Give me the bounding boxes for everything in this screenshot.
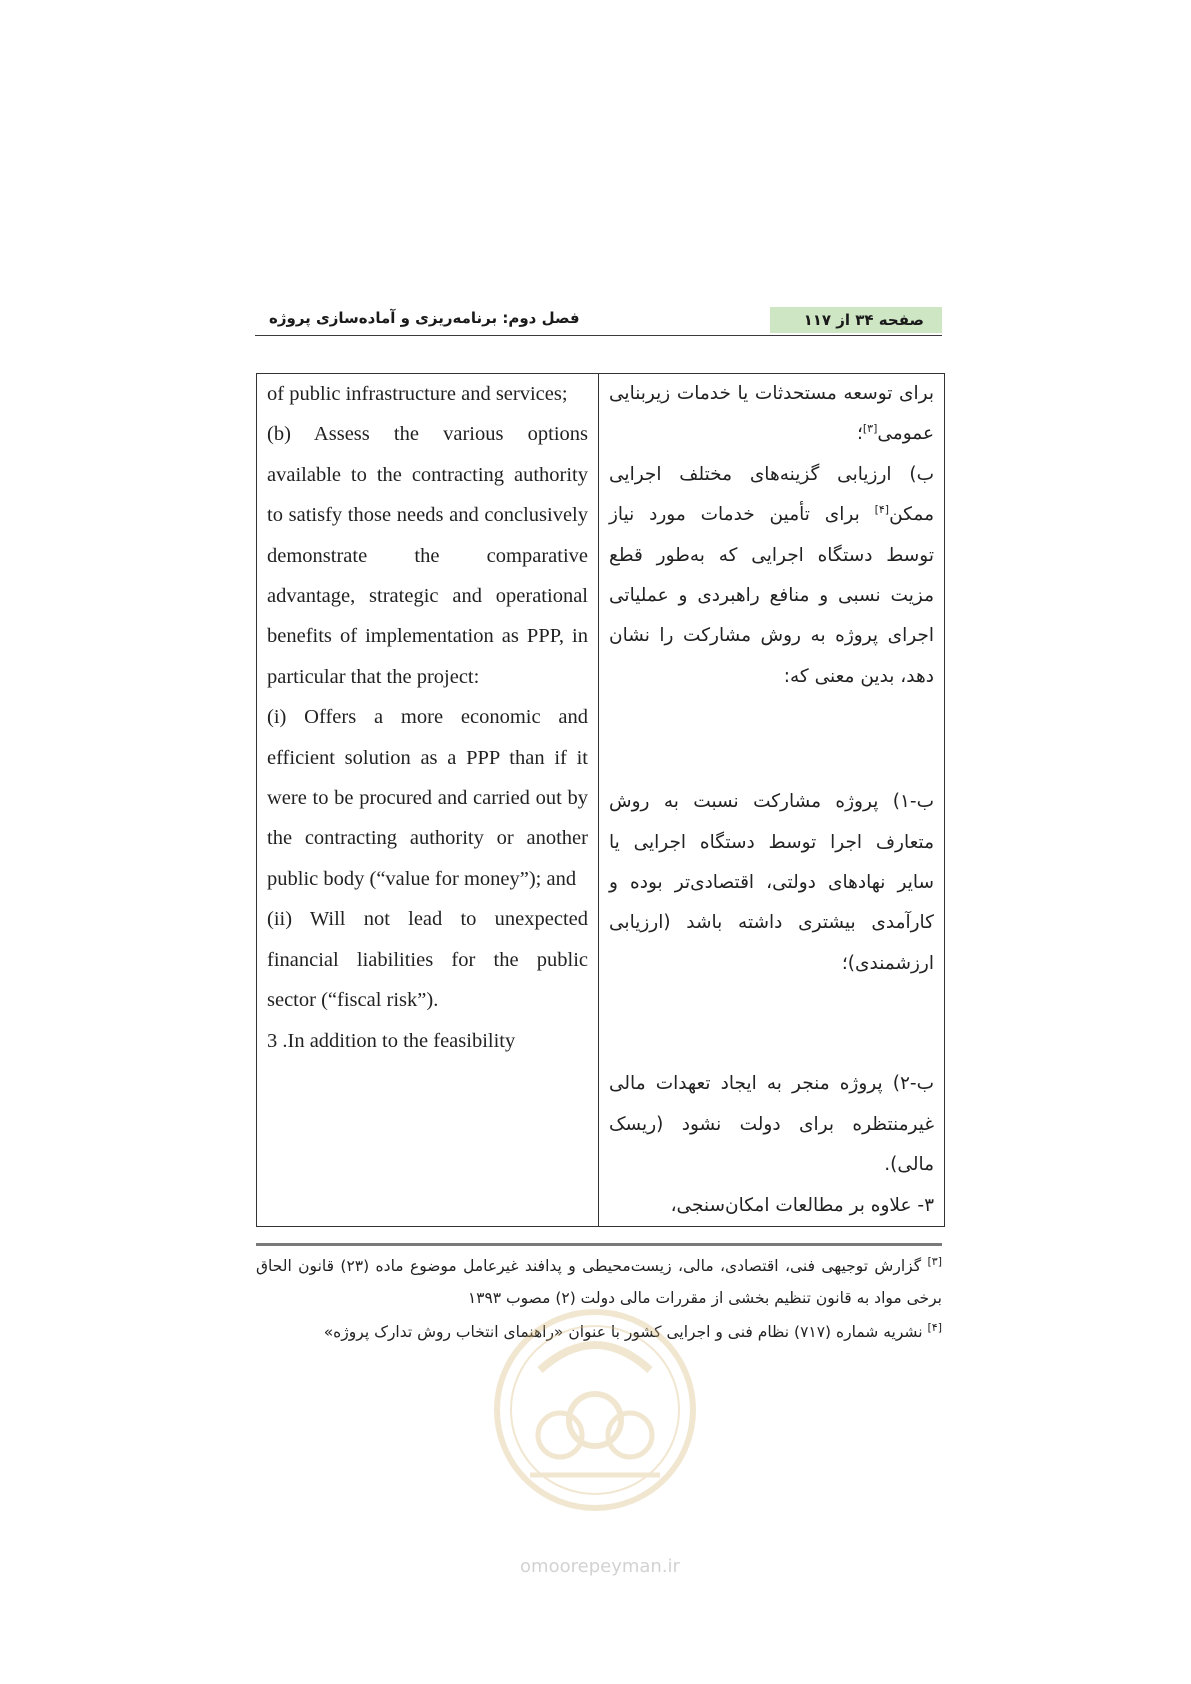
english-paragraph: 3 .In addition to the feasibility (267, 1029, 516, 1052)
farsi-paragraph: ب-۲) پروژه منجر به ایجاد تعهدات مالی غیرمنتظره برای دولت نشود (ریسک مالی). (609, 1073, 934, 1176)
english-paragraph: (i) Offers a more economic and efficient solution as a PPP than if it were to be procured and carried out by the contracting authority or another public body (“value for money”); and (267, 706, 588, 890)
english-column (257, 374, 599, 1227)
english-paragraph: (b) Assess the various options available to the contracting authority to satisfy those needs and conclusively demonstrate the comparative advantage, strategic and operational benefits of implementation as PPP, in particular that the project: (267, 423, 588, 688)
footnote-3: [۳] گزارش توجیهی فنی، اقتصادی، مالی، زیست‌محیطی و پدافند غیرعامل موضوع ماده (۲۳) قانون الحاق برخی مواد به قانون تنظیم بخشی از مقررات مالی دولت (۲) مصوب ۱۳۹۳ (256, 1254, 942, 1307)
farsi-paragraph: ب-۱) پروژه مشارکت نسبت به روش متعارف اجرا توسط دستگاه اجرایی یا سایر نهادهای دولتی، اقتصادی‌تر بوده و کارآمدی بیشتری داشته باشد (ارزیابی ارزشمندی)؛ (609, 791, 934, 974)
english-paragraph: (ii) Will not lead to unexpected financial liabilities for the public sector (“fiscal risk”). (267, 908, 588, 1012)
omoore-peyman-seal-icon (490, 1300, 700, 1520)
english-paragraph: of public infrastructure and services; (267, 383, 568, 405)
footnote-ref[interactable]: [۳] (862, 422, 878, 436)
watermark-site: omoorepeyman.ir (520, 1556, 680, 1577)
footnote-4: [۴] نشریه شماره (۷۱۷) نظام فنی و اجرایی کشور با عنوان «راهنمای انتخاب روش تدارک پروژه» (323, 1320, 942, 1341)
bilingual-table (256, 373, 945, 1227)
farsi-paragraph: ۳- علاوه بر مطالعات امکان‌سنجی، (670, 1194, 934, 1216)
footnote-ref[interactable]: [۴] (874, 503, 890, 517)
chapter-title: فصل دوم: برنامه‌ریزی و آماده‌سازی پروژه (269, 309, 580, 327)
page-number-badge: صفحه ۳۴ از ۱۱۷ (770, 307, 942, 333)
farsi-paragraph: ب) ارزیابی گزینه‌های مختلف اجرایی ممکن[۴] برای تأمین خدمات مورد نیاز توسط دستگاه اجرایی که به‌طور قطع مزیت نسبی و منافع راهبردی و عملیاتی اجرای پروژه به روش مشارکت را نشان دهد، بدین معنی که: (609, 463, 934, 687)
footnote-separator (256, 1243, 942, 1246)
page-header (255, 305, 942, 336)
farsi-paragraph: برای توسعه مستحدثات یا خدمات زیربنایی عمومی[۳]؛ (609, 383, 934, 445)
farsi-column (599, 374, 945, 1227)
